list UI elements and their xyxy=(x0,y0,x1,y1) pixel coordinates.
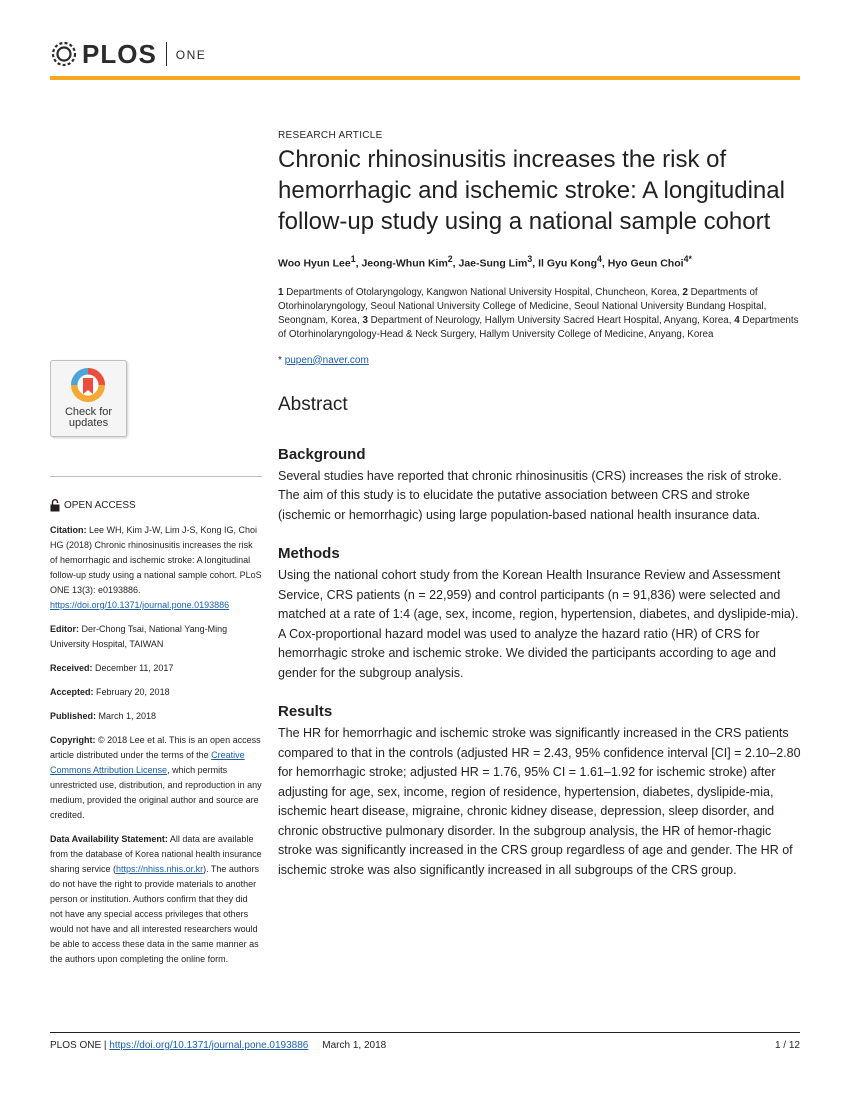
received-label: Received: xyxy=(50,663,93,673)
citation-text: Lee WH, Kim J-W, Lim J-S, Kong IG, Choi HG (2018) Chronic rhinosinusitis increases the risk of hemorrhagic and ischemic stroke: A longitudinal follow-up study using a national sample cohort. PLoS ONE 13(3): e0193886. xyxy=(50,525,262,595)
accepted-date: February 20, 2018 xyxy=(96,687,170,697)
received-block xyxy=(50,661,262,676)
article-type: RESEARCH ARTICLE xyxy=(278,130,383,141)
copyright-text: © 2018 Lee et al. This is an open access article distributed under the terms of the xyxy=(50,735,261,760)
affiliations xyxy=(278,286,803,342)
data-availability-text: All data are available from the database of Korea national health insurance sharing service ( xyxy=(50,834,262,874)
author-list xyxy=(278,254,803,270)
header-rule xyxy=(50,76,800,80)
footer-journal: PLOS ONE | xyxy=(50,1040,107,1051)
citation-doi-link[interactable]: https://doi.org/10.1371/journal.pone.0193886 xyxy=(50,600,230,610)
accepted-block xyxy=(50,685,262,700)
check-for-updates-icon xyxy=(69,366,107,404)
page-footer xyxy=(50,1040,800,1051)
data-availability-block xyxy=(50,832,262,967)
nhiss-link[interactable]: https://nhiss.nhis.or.kr xyxy=(116,864,204,874)
author-affil-num: 1 xyxy=(350,254,356,264)
check-for-updates-label xyxy=(51,407,126,429)
citation-block xyxy=(50,523,262,613)
affil-num: 3 xyxy=(362,314,368,326)
logo-text: PLOS xyxy=(82,38,157,69)
open-lock-icon xyxy=(50,499,60,512)
data-availability-text-2: ). The authors do not have the right to provide materials to another person or institution. Authors confirm that they did not have any special access privileges that others would not have and all interested researchers would be able to access these data in the same manner as the authors upon completing the online form. xyxy=(50,864,259,964)
background-heading: Background xyxy=(278,445,366,463)
author-affil-num: 2 xyxy=(447,254,453,264)
methods-heading: Methods xyxy=(278,545,340,562)
author-separator: , xyxy=(532,257,539,270)
sidebar-divider xyxy=(50,476,262,477)
open-access-label xyxy=(50,499,262,512)
copyright-text-2: , which permits unrestricted use, distribution, and reproduction in any medium, provided the original author and source are credited. xyxy=(50,765,262,820)
logo-divider xyxy=(166,42,167,66)
author-name[interactable]: Jae-Sung Lim xyxy=(458,257,528,270)
author-affil-num: 3 xyxy=(527,254,533,264)
methods-text: Using the national cohort study from the Korean Health Insurance Review and Assessment Service, CRS patients (n = 22,959) and control participants (n = 91,836) were selected and matched at a rate of 1:4 (age, sex, income, region, hypertension, diabetes, and dyslipide-mia). A Cox-proportional hazard model was used to analyze the hazard ratio (HR) of CRS for hemorrhagic stroke and ischemic stroke. We divided the participants according to age and gender for the subgroup analysis. xyxy=(278,568,799,680)
published-date: March 1, 2018 xyxy=(98,711,157,721)
received-date: December 11, 2017 xyxy=(95,663,174,673)
affil-num: 4 xyxy=(734,314,740,326)
editor-text: Der-Chong Tsai, National Yang-Ming University Hospital, TAIWAN xyxy=(50,624,228,649)
results-heading: Results xyxy=(278,703,333,720)
author-name[interactable]: Woo Hyun Lee xyxy=(278,257,351,270)
citation-label: Citation: xyxy=(50,525,87,535)
footer-doi-link[interactable]: https://doi.org/10.1371/journal.pone.0193886 xyxy=(109,1040,309,1051)
license-link[interactable]: Creative Commons Attribution License xyxy=(50,750,245,775)
footer-date: March 1, 2018 xyxy=(322,1040,387,1051)
results-text: The HR for hemorrhagic and ischemic stroke was significantly increased in the CRS patients compared to that in the controls (adjusted HR = 2.43, 95% confidence interval [CI] = 2.10–2.80 for hemorrhagic stroke; adjusted HR = 1.76, 95% CI = 1.61–1.92 for ischemic stroke) after adjusting for age, sex, income, region of residence, hypertension, diabetes, dyslipide-mia, ischemic heart disease, migraine, chronic kidney disease, depression, sleep disorder, and chronic obstructive pulmonary disorder. In the subgroup analysis, the HR of hemor-rhagic stroke was significantly increased in the CRS group regardless of age and gender. The HR of ischemic stroke was also significantly increased in all subgroups of the CRS group. xyxy=(278,726,801,877)
author-name[interactable]: Il Gyu Kong xyxy=(538,257,597,270)
email-mark: * xyxy=(278,354,282,366)
article-main xyxy=(278,130,803,900)
author-name[interactable]: Jeong-Whun Kim xyxy=(361,257,448,270)
article-info-sidebar xyxy=(50,476,262,976)
data-availability-label: Data Availability Statement: xyxy=(50,834,168,844)
check-for-updates-badge[interactable] xyxy=(50,360,127,437)
plos-logo-icon xyxy=(50,40,78,68)
copyright-label: Copyright: xyxy=(50,735,96,745)
background-text: Several studies have reported that chronic rhinosinusitis (CRS) increases the risk of stroke. The aim of this study is to elucidate the putative association between CRS and stroke (ischemic or hemorrhagic) using large population-based national health insurance data. xyxy=(278,468,782,522)
published-block xyxy=(50,709,262,724)
affil-text: Departments of Otorhinolaryngology-Head & Neck Surgery, Hallym University College of Medicine, Anyang, Korea xyxy=(278,314,799,340)
correspondence-email xyxy=(278,355,803,366)
affil-text: Departments of Otolaryngology, Kangwon National University Hospital, Chuncheon, Korea, xyxy=(286,286,680,298)
author-separator: , xyxy=(355,257,362,270)
affil-text: Department of Neurology, Hallym University Sacred Heart Hospital, Anyang, Korea, xyxy=(370,314,732,326)
editor-block xyxy=(50,622,262,652)
open-access-text: OPEN ACCESS xyxy=(64,500,136,511)
badge-line-1: Check for xyxy=(64,406,113,418)
badge-line-2: updates xyxy=(68,417,109,429)
author-separator: , xyxy=(452,257,459,270)
email-link[interactable]: pupen@naver.com xyxy=(284,354,369,366)
published-label: Published: xyxy=(50,711,97,721)
footer-rule xyxy=(50,1032,800,1033)
author-affil-num: 4 xyxy=(683,254,689,264)
page-number: 1 / 12 xyxy=(774,1040,800,1051)
corresponding-author-mark: * xyxy=(688,254,692,264)
affil-num: 2 xyxy=(682,286,688,298)
affil-num: 1 xyxy=(278,286,284,298)
abstract-heading: Abstract xyxy=(278,393,348,415)
author-affil-num: 4 xyxy=(597,254,602,264)
plos-one-logo[interactable] xyxy=(50,38,206,70)
article-title: Chronic rhinosinusitis increases the risk of hemorrhagic and ischemic stroke: A longitudinal follow-up study using a national sample cohort xyxy=(278,146,785,235)
accepted-label: Accepted: xyxy=(50,687,94,697)
editor-label: Editor: xyxy=(50,624,79,634)
affil-text: Departments of Otorhinolaryngology, Seoul National University College of Medicine, Seoul National University Bundang Hospital, Seongnam, Korea, xyxy=(278,286,767,326)
journal-name: ONE xyxy=(175,48,207,62)
author-name[interactable]: Hyo Geun Choi xyxy=(607,257,684,270)
copyright-block xyxy=(50,733,262,823)
author-separator: , xyxy=(601,257,608,270)
